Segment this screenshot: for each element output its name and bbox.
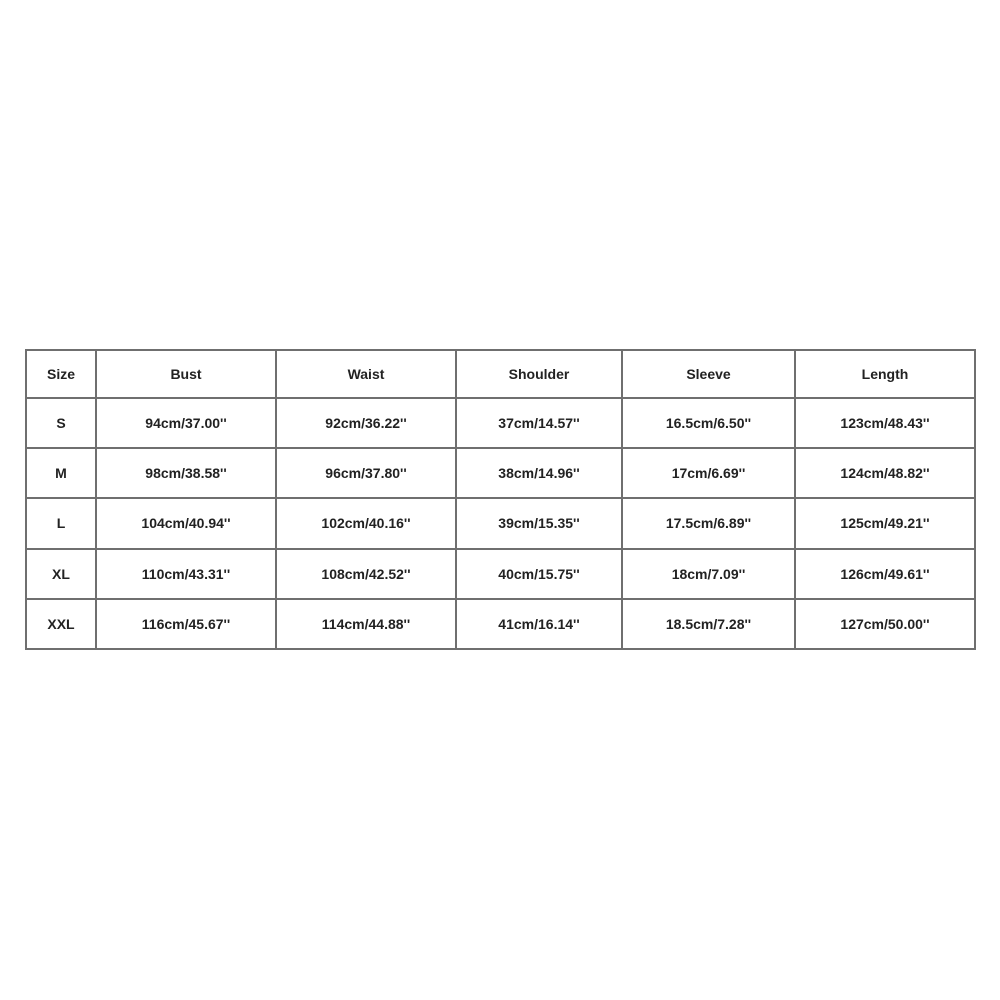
sleeve-cell: 18.5cm/7.28'': [622, 599, 795, 649]
header-waist: Waist: [276, 350, 456, 398]
length-cell: 127cm/50.00'': [795, 599, 975, 649]
size-chart-table: [25, 349, 976, 650]
bust-cell: 104cm/40.94'': [96, 498, 276, 548]
table-row: [26, 549, 975, 599]
sleeve-cell: 18cm/7.09'': [622, 549, 795, 599]
header-length: Length: [795, 350, 975, 398]
table-row: [26, 498, 975, 548]
bust-cell: 94cm/37.00'': [96, 398, 276, 448]
length-cell: 125cm/49.21'': [795, 498, 975, 548]
header-row: [26, 350, 975, 398]
bust-cell: 110cm/43.31'': [96, 549, 276, 599]
shoulder-cell: 40cm/15.75'': [456, 549, 622, 599]
bust-cell: 98cm/38.58'': [96, 448, 276, 498]
length-cell: 126cm/49.61'': [795, 549, 975, 599]
shoulder-cell: 37cm/14.57'': [456, 398, 622, 448]
bust-cell: 116cm/45.67'': [96, 599, 276, 649]
waist-cell: 114cm/44.88'': [276, 599, 456, 649]
length-cell: 123cm/48.43'': [795, 398, 975, 448]
header-bust: Bust: [96, 350, 276, 398]
length-cell: 124cm/48.82'': [795, 448, 975, 498]
sleeve-cell: 16.5cm/6.50'': [622, 398, 795, 448]
header-size: Size: [26, 350, 96, 398]
size-cell: M: [26, 448, 96, 498]
waist-cell: 102cm/40.16'': [276, 498, 456, 548]
table-row: [26, 448, 975, 498]
waist-cell: 108cm/42.52'': [276, 549, 456, 599]
sleeve-cell: 17cm/6.69'': [622, 448, 795, 498]
header-shoulder: Shoulder: [456, 350, 622, 398]
size-cell: XL: [26, 549, 96, 599]
table-row: [26, 599, 975, 649]
shoulder-cell: 38cm/14.96'': [456, 448, 622, 498]
size-cell: XXL: [26, 599, 96, 649]
sleeve-cell: 17.5cm/6.89'': [622, 498, 795, 548]
size-cell: S: [26, 398, 96, 448]
table-row: [26, 398, 975, 448]
header-sleeve: Sleeve: [622, 350, 795, 398]
waist-cell: 96cm/37.80'': [276, 448, 456, 498]
size-cell: L: [26, 498, 96, 548]
waist-cell: 92cm/36.22'': [276, 398, 456, 448]
shoulder-cell: 39cm/15.35'': [456, 498, 622, 548]
shoulder-cell: 41cm/16.14'': [456, 599, 622, 649]
